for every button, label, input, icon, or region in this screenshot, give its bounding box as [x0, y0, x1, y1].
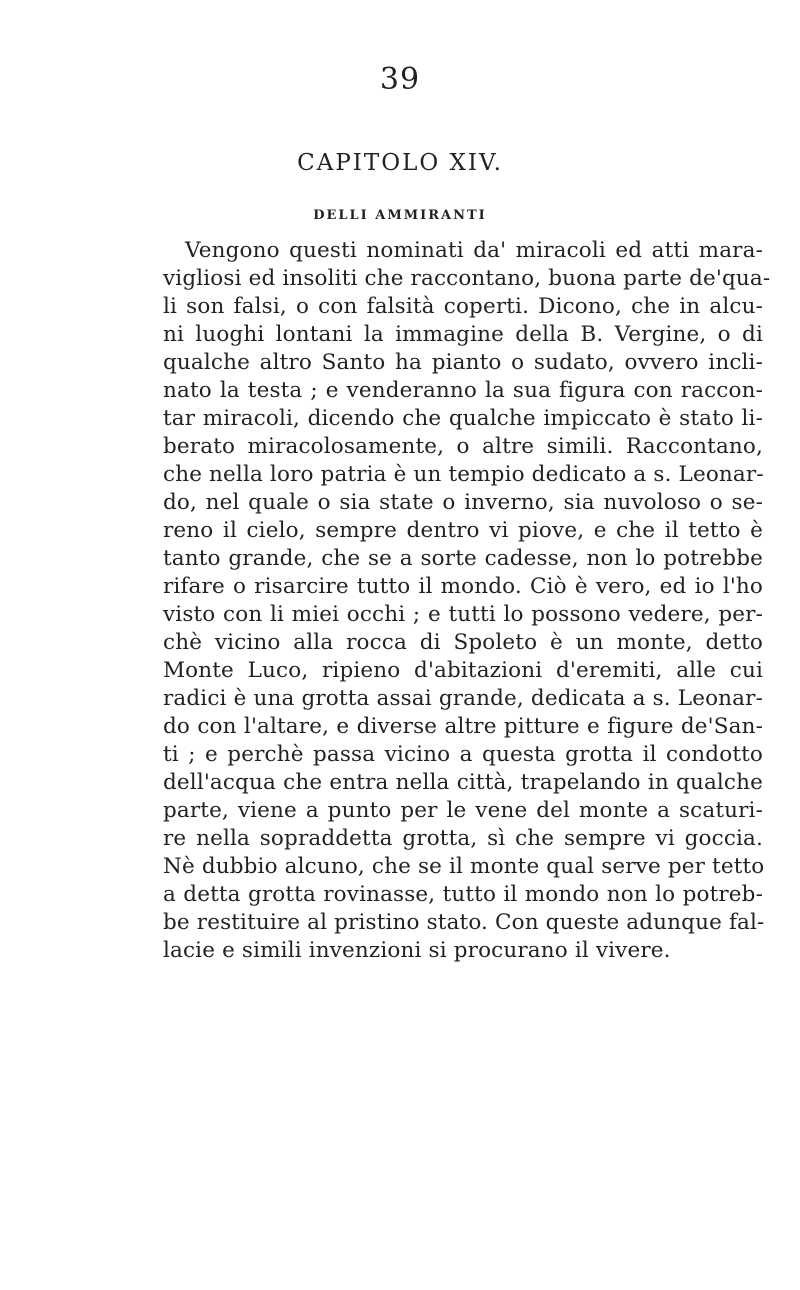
text-line: rifare o risarcire tutto il mondo. Ciò è vero, ed io l'ho	[163, 574, 763, 599]
text-line: lacie e simili invenzioni si procurano il vivere.	[163, 938, 671, 963]
text-line: Vengono questi nominati da' miracoli ed atti mara-	[185, 238, 763, 263]
text-line: radici è una grotta assai grande, dedicata a s. Leonar-	[163, 686, 763, 711]
text-line: reno il cielo, sempre dentro vi piove, e che il tetto è	[163, 518, 763, 543]
text-line: a detta grotta rovinasse, tutto il mondo non lo potreb-	[163, 882, 763, 907]
text-line: ni luoghi lontani la immagine della B. Vergine, o di	[163, 322, 763, 347]
text-line: dell'acqua che entra nella città, trapelando in qualche	[163, 770, 763, 795]
text-line: li son falsi, o con falsità coperti. Dicono, che in alcu-	[163, 294, 763, 319]
text-line: parte, viene a punto per le vene del monte a scaturi-	[163, 798, 763, 823]
text-line: Monte Luco, ripieno d'abitazioni d'eremiti, alle cui	[163, 658, 763, 683]
text-line: tanto grande, che se a sorte cadesse, non lo potrebbe	[163, 546, 763, 571]
text-line: berato miracolosamente, o altre simili. Raccontano,	[163, 434, 763, 459]
text-line: Nè dubbio alcuno, che se il monte qual serve per tetto	[163, 854, 765, 879]
text-line: visto con li miei occhi ; e tutti lo possono vedere, per-	[163, 602, 763, 627]
text-line: ti ; e perchè passa vicino a questa grotta il condotto	[163, 742, 763, 767]
page-number: 39	[379, 62, 421, 97]
text-line: re nella sopraddetta grotta, sì che sempre vi goccia.	[163, 826, 763, 851]
text-line: nato la testa ; e venderanno la sua figura con raccon-	[163, 378, 763, 403]
chapter-title: CAPITOLO XIV.	[297, 150, 503, 176]
text-line: che nella loro patria è un tempio dedicato a s. Leonar-	[163, 462, 764, 487]
chapter-body	[163, 237, 771, 965]
text-line: do, nel quale o sia state o inverno, sia nuvoloso o se-	[163, 490, 763, 515]
chapter-subtitle: DELLI AMMIRANTI	[313, 208, 487, 223]
text-line: vigliosi ed insoliti che raccontano, buona parte de'qua-	[163, 266, 771, 291]
text-line: tar miracoli, dicendo che qualche impiccato è stato li-	[163, 406, 763, 431]
text-line: do con l'altare, e diverse altre pitture e figure de'San-	[163, 714, 763, 739]
text-line: qualche altro Santo ha pianto o sudato, ovvero incli-	[163, 350, 763, 375]
text-line: be restituire al pristino stato. Con queste adunque fal-	[163, 910, 765, 935]
text-line: chè vicino alla rocca di Spoleto è un monte, detto	[163, 630, 763, 655]
